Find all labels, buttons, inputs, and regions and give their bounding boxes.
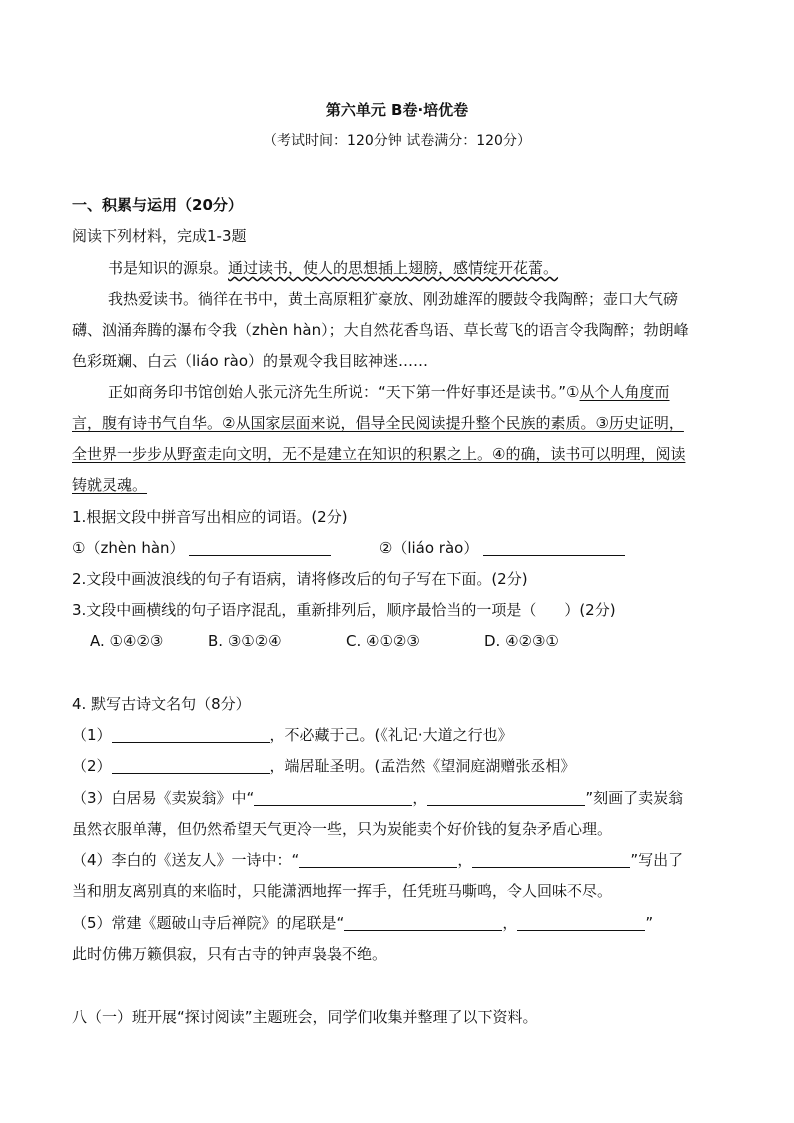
- question-1: 1.根据文段中拼音写出相应的词语。(2分): [72, 508, 348, 526]
- question-1-answers: [72, 538, 625, 558]
- answer-blank-4-5a[interactable]: [344, 914, 502, 931]
- paragraph-2-line-1: 我热爱读书。徜徉在书中，黄土高原粗犷豪放、刚劲雄浑的腰鼓令我陶醉；壶口大气磅: [108, 290, 679, 308]
- paragraph-3-line-3: 全世界一步步从野蛮走向文明，无不是建立在知识的积累之上。④的确，读书可以明理，阅读: [72, 445, 686, 463]
- q4-4-comma: ，: [457, 851, 473, 869]
- exam-info: （考试时间：120分钟 试卷满分：120分）: [263, 133, 531, 149]
- question-4-5: [72, 913, 653, 933]
- wavy-underlined-sentence: 通过读书，使人的思想插上翅膀，感情绽开花蕾。: [228, 259, 559, 277]
- q4-1-number: （1）: [72, 726, 112, 744]
- question-4-4-line-2: 当和朋友离别真的来临时，只能潇洒地挥一挥手，任凭班马嘶鸣，令人回味不尽。: [72, 882, 613, 900]
- q4-2-text: ，端居耻圣明。(孟浩然《望洞庭湖赠张丞相》: [269, 757, 576, 775]
- page-title: 第六单元 B卷·培优卷: [325, 101, 469, 119]
- q4-1-text: ，不必藏于己。(《礼记·大道之行也》: [269, 726, 513, 744]
- paragraph-3-line-2: 言，腹有诗书气自华。②从国家层面来说，倡导全民阅读提升整个民族的素质。③历史证明，: [72, 414, 684, 432]
- question-3-score: ）(2分): [564, 601, 616, 619]
- q4-5-text-end: ”: [645, 914, 654, 932]
- q4-3-text-start: （3）白居易《卖炭翁》中“: [72, 789, 255, 807]
- paragraph-1-start: 书是知识的源泉。: [108, 259, 229, 277]
- reading-instruction: 阅读下列材料，完成1-3题: [72, 227, 247, 245]
- q4-2-number: （2）: [72, 757, 112, 775]
- paragraph-2-line-3: 色彩斑斓、白云（liáo rào）的景观令我目眩神迷……: [72, 352, 429, 370]
- question-4-1: [72, 725, 513, 745]
- answer-blank-4-5b[interactable]: [517, 914, 645, 931]
- underlined-sentence-start: 从个人角度而: [579, 383, 670, 401]
- option-b[interactable]: B. ③①②④: [208, 632, 282, 650]
- answer-blank-4-3b[interactable]: [427, 789, 585, 806]
- question-3-options: [90, 631, 559, 651]
- question-2: 2.文段中画波浪线的句子有语病，请将修改后的句子写在下面。(2分): [72, 570, 528, 588]
- answer-blank-1a[interactable]: [189, 539, 331, 556]
- question-1-item-a: ①（zhèn hàn）: [72, 539, 185, 557]
- answer-blank-1b[interactable]: [483, 539, 625, 556]
- q4-3-text-end: ”刻画了卖炭翁: [585, 789, 684, 807]
- paragraph-3-start: 正如商务印书馆创始人张元济先生所说：“天下第一件好事还是读书。”①: [108, 383, 580, 401]
- class-meeting-intro: 八（一）班开展“探讨阅读”主题班会，同学们收集并整理了以下资料。: [72, 1008, 538, 1026]
- option-a[interactable]: A. ①④②③: [90, 632, 164, 650]
- option-d[interactable]: D. ④②③①: [484, 632, 559, 650]
- section-heading: 一、积累与运用（20分）: [72, 196, 243, 214]
- answer-blank-4-2[interactable]: [112, 757, 270, 774]
- question-3-text: 3.文段中画横线的句子语序混乱，重新排列后，顺序最恰当的一项是（: [72, 601, 537, 619]
- q4-3-comma: ，: [412, 789, 428, 807]
- q4-4-text-start: （4）李白的《送友人》一诗中：“: [72, 851, 300, 869]
- question-3: [72, 600, 616, 620]
- answer-blank-4-3a[interactable]: [254, 789, 412, 806]
- q4-4-text-end: ”写出了: [630, 851, 684, 869]
- paragraph-2-line-2: 礴、汹涌奔腾的瀑布令我（zhèn hàn）；大自然花香鸟语、草长莺飞的语言令我陶醉；勃朗峰: [72, 321, 689, 339]
- answer-blank-4-4a[interactable]: [299, 851, 457, 868]
- q4-5-comma: ，: [502, 914, 518, 932]
- question-4-3-line-2: 虽然衣服单薄，但仍然希望天气更冷一些，只为炭能卖个好价钱的复杂矛盾心理。: [72, 820, 613, 838]
- option-c[interactable]: C. ④①②③: [346, 632, 420, 650]
- question-4-5-line-2: 此时仿佛万籁俱寂，只有古寺的钟声袅袅不绝。: [72, 945, 388, 963]
- paragraph-3-line-1: [108, 382, 670, 402]
- question-4-2: [72, 756, 575, 776]
- question-4: 4. 默写古诗文名句（8分）: [72, 695, 251, 713]
- answer-blank-4-4b[interactable]: [472, 851, 630, 868]
- question-4-4: [72, 850, 683, 870]
- question-1-item-b: ②（liáo rào）: [378, 539, 479, 557]
- paragraph-3-line-4: 铸就灵魂。: [72, 476, 148, 494]
- q4-5-text-start: （5）常建《题破山寺后禅院》的尾联是“: [72, 914, 345, 932]
- question-4-3: [72, 788, 683, 808]
- answer-blank-4-1[interactable]: [112, 726, 270, 743]
- paragraph-1: [108, 258, 558, 278]
